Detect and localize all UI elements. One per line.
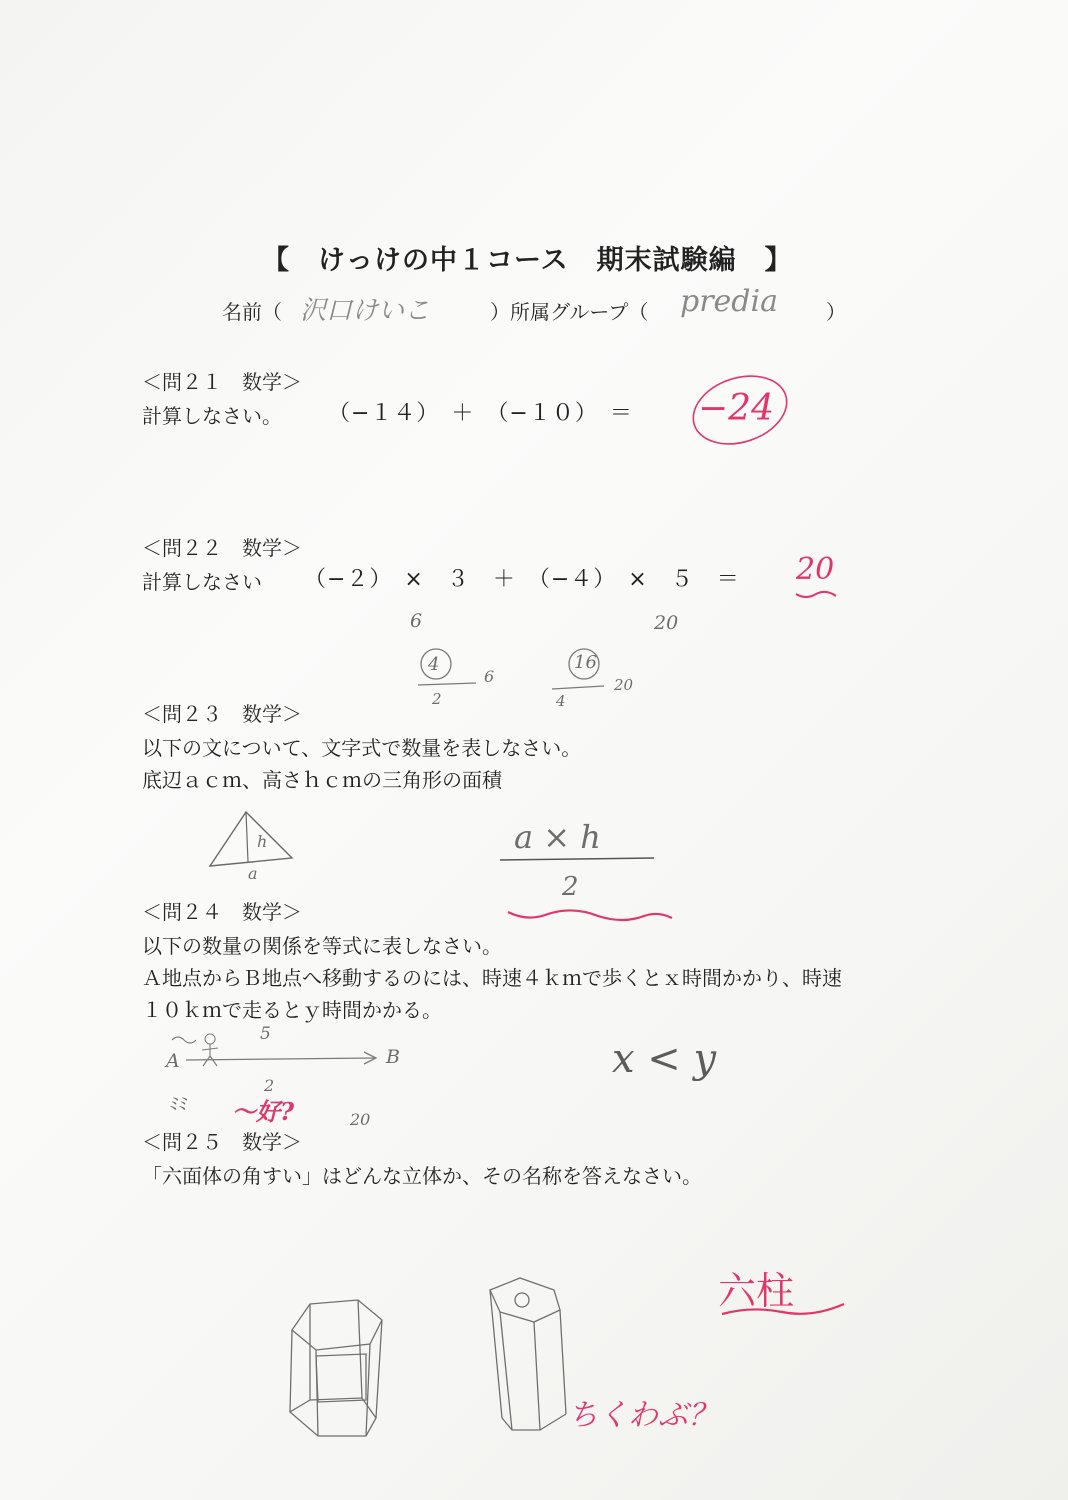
q22-work-c2: 16 [574,652,597,673]
q24-sketch-20: 20 [350,1110,371,1129]
q22-work-n1: 6 [410,610,423,632]
q24-sketch-a: A [166,1050,180,1072]
q23-triangle-height [246,812,248,862]
q24-sketch-kana: ﾐﾐ [168,1094,186,1115]
q22-work-s1: 6 [484,667,495,686]
group-label: ）所属グループ（ [490,300,649,324]
q24-wave-mark [172,1037,196,1043]
q23-sketch-a: a [248,864,258,883]
q23-triangle-sketch [210,812,292,866]
q23-fraction-bar [500,858,654,860]
name-value[interactable]: 沢口けいこ [300,296,431,326]
q24-answer[interactable]: x < y [612,1036,717,1082]
q22-instruction: 計算しなさい [142,570,262,594]
q23-question: 底辺ａｃｍ、高さｈｃｍの三角形の面積 [142,768,502,792]
q22-work-line-2 [552,686,604,689]
q22-label: ＜問２２ 数学＞ [142,536,302,560]
q25-answer[interactable]: 六柱 [718,1269,795,1313]
q24-line2: １０ｋｍで走るとｙ時間かかる。 [142,998,442,1022]
q23-sketch-h: h [257,832,268,851]
q25-question: 「六面体の角すい」はどんな立体か、その名称を答えなさい。 [142,1164,702,1188]
q24-instruction: 以下の数量の関係を等式に表しなさい。 [142,934,502,958]
q24-sketch-5: 5 [260,1024,271,1044]
q23-instruction: 以下の文について、文字式で数量を表しなさい。 [142,736,582,760]
q23-label: ＜問２３ 数学＞ [142,702,302,726]
q25-label: ＜問２５ 数学＞ [142,1130,302,1154]
q22-answer[interactable]: 20 [796,552,835,587]
q22-work-d1: 2 [432,690,442,708]
q24-stick-figure [202,1034,218,1066]
q22-work-circle-1 [421,649,451,679]
q22-expression: （−２） × ３ ＋ （−４） × ５ ＝ [304,567,740,592]
hexagonal-prism-sketch [290,1300,382,1436]
q24-red-note: 〜好? [232,1097,295,1126]
q23-red-underline [508,910,672,920]
q22-work-s2: 20 [614,676,634,694]
q25-red-note: ちくわぶ？ [568,1398,718,1433]
q22-work-line-1 [418,683,476,685]
q21-answer-circle [684,365,795,456]
q23-answer-denominator[interactable]: 2 [562,872,579,902]
q22-answer-underline [796,592,836,597]
q21-instruction: 計算しなさい。 [142,404,282,428]
q25-red-underline [722,1304,844,1314]
q22-work-circle-2 [569,649,599,679]
q24-sketch-2: 2 [264,1076,275,1095]
q22-work-n2: 20 [654,612,679,634]
pencil-prism-sketch [490,1278,566,1430]
q21-answer[interactable]: −24 [698,388,774,429]
q24-line1: Ａ地点からＢ地点へ移動するのには、時速４ｋｍで歩くとｘ時間かかり、時速 [142,966,842,990]
q23-answer-numerator[interactable]: a × h [514,818,601,856]
q24-arrow-line [186,1058,374,1060]
q21-expression: （−１４） ＋ （−１０） ＝ [328,401,633,426]
name-label: 名前（ [222,300,282,324]
q24-sketch-b: B [386,1046,400,1068]
q22-work-d2: 4 [556,692,566,710]
exam-title: 【 けっけの中１コース 期末試験編 】 [262,245,793,276]
group-value[interactable]: predia [680,284,778,319]
q24-label: ＜問２４ 数学＞ [142,900,302,924]
q22-work-c1: 4 [428,654,440,675]
group-close-paren: ） [826,300,846,324]
q21-label: ＜問２１ 数学＞ [142,370,302,394]
